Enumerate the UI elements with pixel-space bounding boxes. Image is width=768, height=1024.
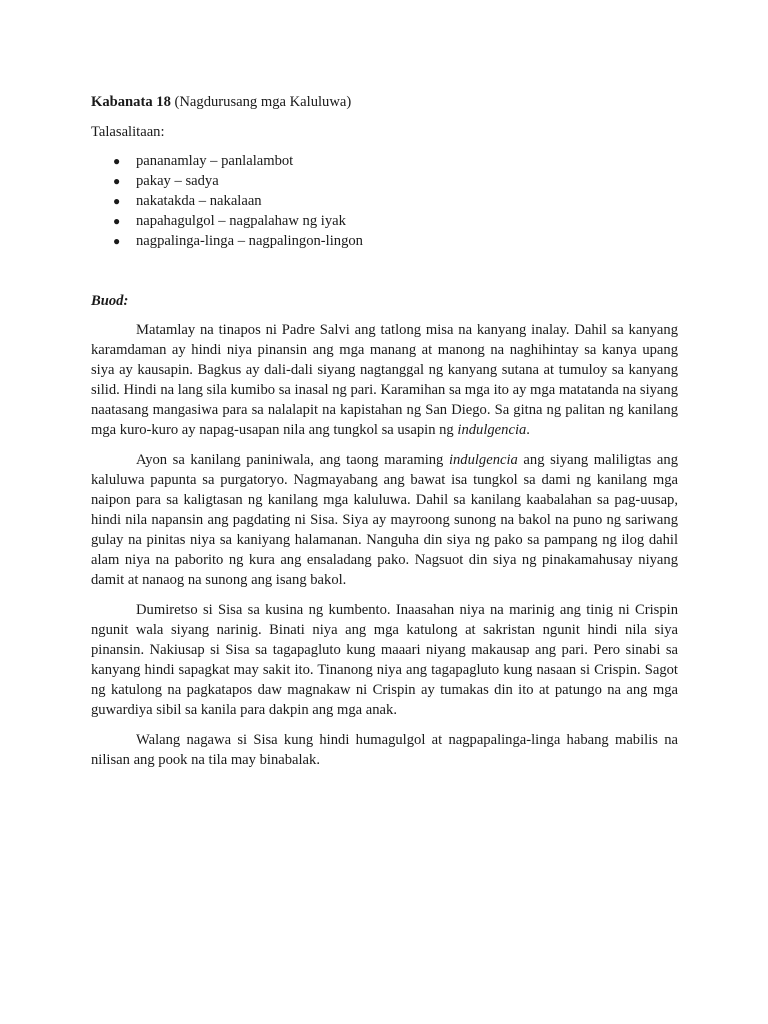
vocabulary-item-text: napahagulgol – nagpalahaw ng iyak <box>136 213 346 229</box>
bullet-icon: ● <box>113 214 121 228</box>
summary-paragraph-2 <box>91 450 678 590</box>
vocabulary-list <box>91 151 678 251</box>
vocabulary-item-text: nagpalinga-linga – nagpalingon-lingon <box>136 233 363 249</box>
vocabulary-heading: Talasalitaan: <box>91 124 165 140</box>
document-page <box>91 92 678 780</box>
vocabulary-item <box>91 211 678 231</box>
chapter-title <box>91 92 678 112</box>
paragraph-text: ang siyang maliligtas ang kaluluwa papunta sa purgatoryo. Nagmayabang ang bawat isa tungkol sa dami ng kanilang mga naipon para sa kaligtasan ng kanilang mga kaluluwa. Dahil sa kanilang kaabalahan sa pag-uusap, hindi nila napansin ang pagdating ni Sisa. Siya ay mayroong sunong na bakol na puno ng sariwang gulay na pinitas niya sa kaniyang halamanan. Nanguha din siya ng pako sa pampang ng ilog dahil alam niya na paborito ng kura ang ensaladang pako. Nagsuot din siya ng pinakamahusay niyang damit at nanaog na sunong ang isang bakol. <box>91 452 678 588</box>
vocabulary-item <box>91 231 678 251</box>
vocabulary-item-text: pananamlay – panlalambot <box>136 153 294 169</box>
vocabulary-item <box>91 171 678 191</box>
paragraph-text: . <box>526 422 530 438</box>
summary-paragraph-4: Walang nagawa si Sisa kung hindi humagulgol at nagpapalinga-linga habang mabilis na nilisan ang pook na tila may binabalak. <box>91 732 678 768</box>
paragraph-text: Ayon sa kanilang paniniwala, ang taong maraming <box>136 452 449 468</box>
chapter-subtitle: (Nagdurusang mga Kaluluwa) <box>174 94 352 110</box>
bullet-icon: ● <box>113 174 121 188</box>
chapter-label: Kabanata 18 <box>91 94 171 110</box>
vocabulary-item-text: pakay – sadya <box>136 173 219 189</box>
summary-paragraph-1 <box>91 320 678 440</box>
bullet-icon: ● <box>113 234 121 248</box>
emphasized-term: indulgencia <box>457 422 527 438</box>
vocabulary-item-text: nakatakda – nakalaan <box>136 193 262 209</box>
emphasized-term: indulgencia <box>448 452 518 468</box>
vocabulary-item <box>91 151 678 171</box>
bullet-icon: ● <box>113 194 121 208</box>
summary-heading: Buod: <box>91 293 129 309</box>
vocabulary-item <box>91 191 678 211</box>
paragraph-text: Matamlay na tinapos ni Padre Salvi ang tatlong misa na kanyang inalay. Dahil sa kanyang karamdaman ay hindi niya pinansin ang mga manang at manong na naghihintay sa kanya upang siya ay kausapin. Bagkus ay dali-dali siyang nagtanggal ng kanyang sutana at tumuloy sa kanyang silid. Hindi na lang sila kumibo sa inasal ng pari. Karamihan sa mga ito ay mga matatanda na siyang naatasang mangasiwa para sa nalalapit na kapistahan ng San Diego. Sa gitna ng palitan ng kanilang mga kuro-kuro ay napag-usapan nila ang tungkol sa usapin ng <box>91 322 678 438</box>
summary-paragraph-3: Dumiretso si Sisa sa kusina ng kumbento. Inaasahan niya na marinig ang tinig ni Crispin ngunit wala siyang narinig. Binati niya ang mga katulong at sakristan ngunit hindi nila siya pinansin. Nakiusap si Sisa sa tagapagluto kung maaari niyang makausap ang pari. Pero sinabi sa kanyang hindi sapagkat may sakit ito. Tinanong niya ang tagapagluto kung nasaan si Crispin. Sagot ng katulong na pagkatapos daw magnakaw ni Crispin ay tumakas din ito at patungo na ang mga guwardiya sibil sa kanila para dakpin ang mga anak. <box>91 602 678 718</box>
bullet-icon: ● <box>113 154 121 168</box>
